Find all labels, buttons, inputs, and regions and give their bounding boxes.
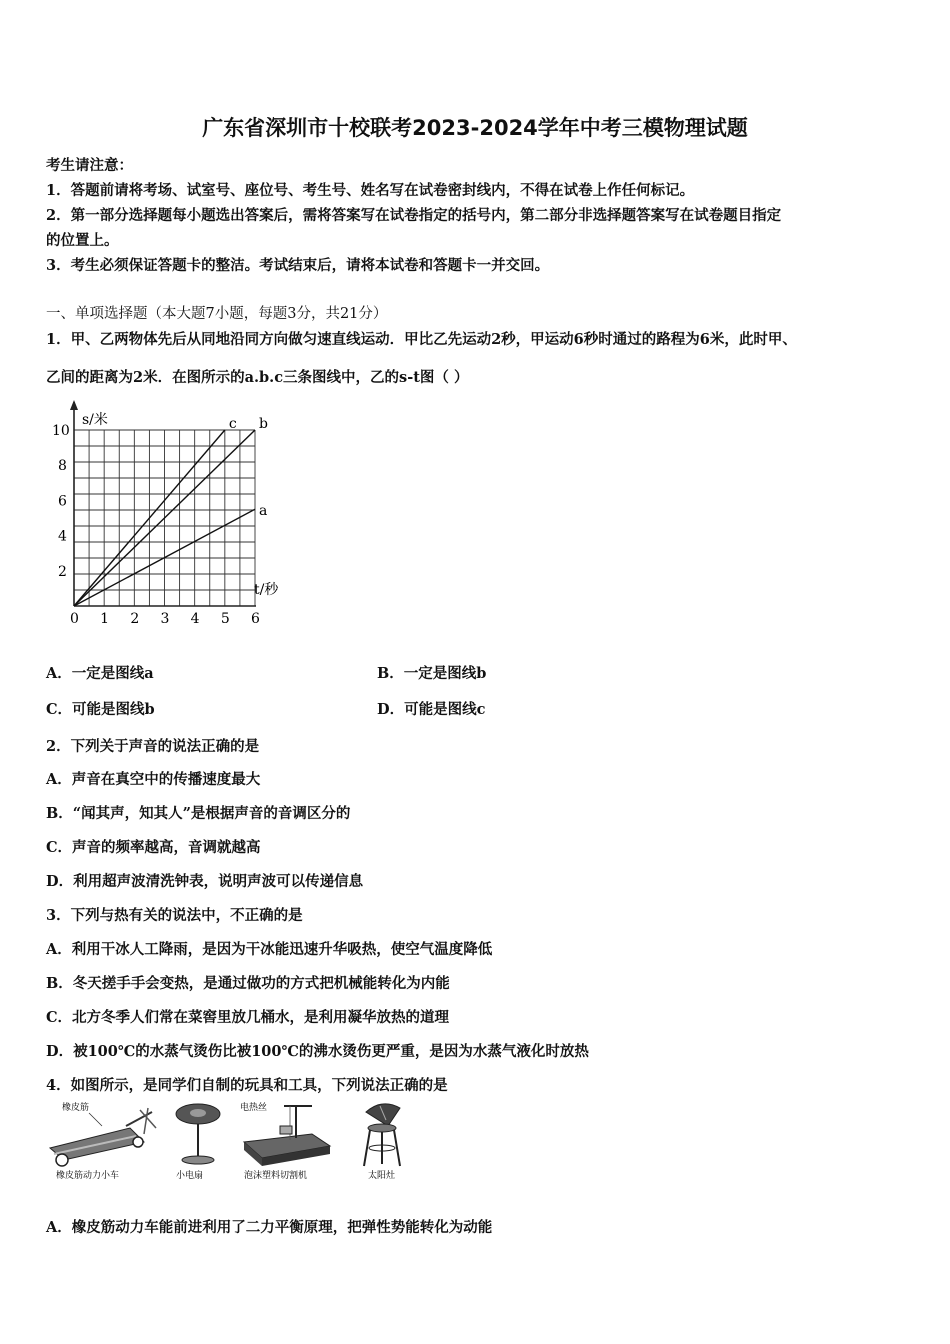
q3-option-b[interactable]: B．冬天搓手手会变热，是通过做功的方式把机械能转化为内能: [46, 975, 450, 992]
y-tick-label: 10: [52, 423, 70, 439]
section-heading: 一、单项选择题（本大题7小题，每题3分，共21分）: [46, 306, 388, 322]
q3-option-d[interactable]: D．被100℃的水蒸气烫伤比被100℃的沸水烫伤更严重，是因为水蒸气液化时放热: [46, 1043, 589, 1060]
small-fan-figure: [176, 1104, 220, 1181]
x-tick-label: 1: [100, 611, 110, 627]
notice-item-2-cont: 的位置上。: [46, 232, 119, 249]
st-chart: [44, 398, 294, 630]
x-tick-label: 3: [160, 611, 170, 627]
foam-cutter-caption: 泡沫塑料切割机: [244, 1171, 308, 1181]
x-tick-label: 0: [70, 611, 79, 627]
q2-stem: 2．下列关于声音的说法正确的是: [46, 738, 260, 755]
notice-heading: 考生请注意：: [46, 157, 133, 174]
q1-option-d[interactable]: D．可能是图线c: [377, 701, 486, 718]
q1-option-b[interactable]: B．一定是图线b: [377, 665, 487, 682]
q2-option-a[interactable]: A．声音在真空中的传播速度最大: [46, 771, 261, 788]
solar-stove-caption: 太阳灶: [368, 1171, 396, 1181]
notice-item-2: 2．第一部分选择题每小题选出答案后，需将答案写在试卷指定的括号内，第二部分非选择题答案写在试卷题目指定: [46, 207, 782, 224]
y-tick-label: 2: [58, 563, 67, 580]
x-axis-label: t/秒: [254, 582, 279, 598]
series-label-b: b: [259, 416, 268, 432]
q2-option-d[interactable]: D．利用超声波清洗钟表，说明声波可以传递信息: [46, 873, 364, 890]
notice-item-3: 3．考生必须保证答题卡的整洁。考试结束后，请将本试卷和答题卡一并交回。: [46, 257, 550, 274]
q4-figures: [44, 1098, 424, 1184]
x-tick-label: 4: [190, 611, 200, 627]
series-label-a: a: [259, 503, 268, 520]
y-tick-label: 6: [58, 493, 67, 510]
x-tick-label: 2: [130, 611, 140, 627]
heating-wire-label: 电热丝: [240, 1103, 268, 1113]
solar-stove-figure: [364, 1104, 400, 1181]
rubber-band-label: 橡皮筋: [62, 1103, 90, 1113]
q3-option-c[interactable]: C．北方冬季人们常在菜窖里放几桶水，是利用凝华放热的道理: [46, 1009, 450, 1026]
page-title: 广东省深圳市十校联考2023-2024学年中考三模物理试题: [202, 116, 748, 140]
q1-stem-line2: 乙间的距离为2米．在图所示的a.b.c三条图线中，乙的s-t图（ ）: [46, 369, 469, 386]
x-tick-label: 5: [220, 611, 230, 627]
q2-option-c[interactable]: C．声音的频率越高，音调就越高: [46, 839, 261, 856]
q3-option-a[interactable]: A．利用干冰人工降雨，是因为干冰能迅速升华吸热，使空气温度降低: [46, 941, 493, 958]
foam-cutter-figure: [240, 1101, 330, 1181]
q4-stem: 4．如图所示，是同学们自制的玩具和工具，下列说法正确的是: [46, 1077, 448, 1094]
q2-option-b[interactable]: B．“闻其声，知其人”是根据声音的音调区分的: [46, 805, 351, 822]
small-fan-caption: 小电扇: [176, 1171, 204, 1181]
rubber-band-car-caption: 橡皮筋动力小车: [56, 1171, 120, 1181]
y-axis-label: s/米: [82, 412, 108, 428]
series-label-c: c: [228, 416, 237, 432]
y-tick-label: 8: [58, 458, 67, 475]
rubber-band-car-figure: [50, 1101, 156, 1181]
q3-stem: 3．下列与热有关的说法中，不正确的是: [46, 907, 303, 924]
q4-option-a[interactable]: A．橡皮筋动力车能前进利用了二力平衡原理，把弹性势能转化为动能: [46, 1219, 493, 1236]
q1-option-a[interactable]: A．一定是图线a: [46, 665, 154, 682]
q1-option-c[interactable]: C．可能是图线b: [46, 701, 155, 718]
y-tick-label: 4: [58, 528, 67, 545]
q1-stem-line1: 1．甲、乙两物体先后从同地沿同方向做匀速直线运动．甲比乙先运动2秒，甲运动6秒时通过的路程为6米，此时甲、: [46, 331, 797, 348]
notice-item-1: 1．答题前请将考场、试室号、座位号、考生号、姓名写在试卷密封线内，不得在试卷上作任何标记。: [46, 182, 695, 199]
x-tick-label: 6: [251, 611, 260, 627]
